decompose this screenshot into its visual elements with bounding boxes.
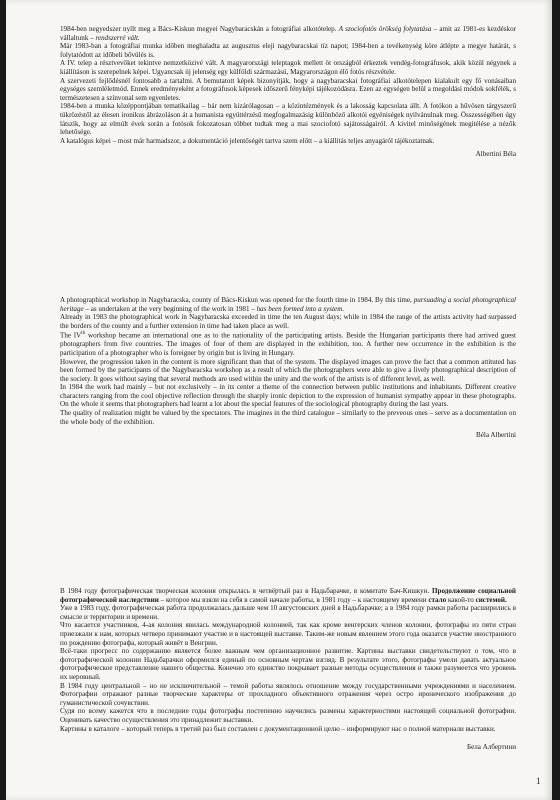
catalogue-page — [6, 0, 552, 800]
russian-paragraph — [60, 707, 516, 724]
english-paragraph — [60, 296, 516, 313]
english-text-run: pursuading a social photographical heritage — [60, 296, 516, 313]
russian-text-run: Уже в 1983 году, фотографическая работа продолжалась дальше чем 10 августовских дней в Надьбарачке; а в 1984 году рамки работы расширились в смысле и территории и времени. — [60, 604, 516, 621]
english-text-run: The IV — [60, 331, 82, 340]
hungarian-paragraphs — [60, 25, 516, 145]
russian-text-run: какой-то — [446, 595, 476, 604]
hungarian-text-run: A szociofotós örökség folytatása — [338, 25, 432, 33]
hungarian-paragraph — [60, 137, 516, 146]
english-paragraph — [60, 409, 516, 426]
russian-text-run: Что касается участников, 4-ая колония явилась международной колонией, так как кроме венгерских членов колонии, фотографы из пяти стран приезжали к нам, которых четверо принимают участие и в настоящей выставке. Таким-же новым явлением этого года оказатся участие иностранного по рождению фотографа, который живёт в Венгрии. — [60, 621, 516, 647]
russian-text-run: системой. — [475, 595, 507, 604]
hungarian-paragraph — [60, 25, 516, 42]
hungarian-text-run: – amit az 1981-es kezdéskor vállaltunk – — [60, 25, 516, 42]
hungarian-text-run: Már 1983-ban a fotográfiai munka időben meghaladta az augusztus eleji nagybaracskai tíz napot; 1984-ben a tevékenység köre átlépte a megye határát, s folytatódott az időbeli bővülés is. — [60, 42, 516, 59]
english-text-run: – as undertaken at the very beginning of the work in 1981 – — [83, 304, 257, 313]
english-paragraph — [60, 383, 516, 409]
hungarian-text-run: rendszerré vált. — [95, 33, 140, 42]
russian-paragraph — [60, 647, 516, 681]
page-number: 1 — [536, 776, 541, 786]
hungarian-paragraph — [60, 42, 516, 59]
english-paragraph — [60, 358, 516, 384]
english-text-run: A photographical workshop in Nagybaracska, county of Bács-Kiskun was opened for the fourth time in 1984. By this time, — [60, 296, 414, 304]
russian-text-run: Всё-таки прогресс по содержанию является более важным чем организационное развитие. Картины выставки свидетельствуют о том, что в фотографической колонии Надьбарачки оформился единый по основным чертам взгляд. В результате этого, фотографы умели давать актуальное фотографическое представление нашего общества. Конечно это единство покрывает разные методы осуществления и также разумеется что уровень их неровный. — [60, 647, 516, 681]
hungarian-text-run: 1984-ben a munka középpontjában tematikailag – bár nem kizárólagosan – a közintézmények és a lakosság kapcsolata állt. A fotókon a hűvösen tárgyszerű tükrözéstől az élesen ironikus ábrázoláson át a humanista együttérzésű megfogalmazásig különböző alkotói egyéniségek nyilvánulnak meg. Összességében úgy látszik, hogy az elmúlt évek során a fotósok fokozatosan többet tudtak meg a mai szociofotó sajátosságairól. A kivitel minőségének megítélése a nézők lehetősége. — [60, 102, 516, 137]
hungarian-text-run: A katalógus képei – most már harmadszor, a dokumentáció jelentőségét tartva szem előtt – a kiállítás teljes anyagáról tájékoztatnak. — [60, 136, 435, 145]
russian-text-run: Картины в каталоге – который теперь в третий раз был составлен с документационной целю – информируют нас о полной материали выставки. — [60, 724, 496, 733]
russian-text-run: В 1984 году фотографическая творческая колония открылась в четвёртый раз в Надьбарачке, в комитате Бач-Кишкун. — [60, 587, 432, 595]
english-text-run: workshop became an international one as to the nationality of the participating artists. Beside the Hungarian participants there had arrived guest photographers from five countries. The images of four of them are displayed in the exhibition, too. A further new occurrence in the exhibition is the participation of a photographer who is foreigner by origin but is living in Hungary. — [60, 331, 516, 357]
hungarian-paragraph — [60, 77, 516, 103]
russian-text-run: Судя по всему кажется что в последние годы фотографы постепенно научились размены характерностями настоящей социальной фотографии. Оценивать качество осуществления это принадлежит выставки. — [60, 707, 516, 724]
english-text-run: Already in 1983 the photographical work in Nagybaracska exceeded in time the ten August days; while in 1984 the range of the artists activity had surpassed the borders of the county and a further extension in time had taken place as well. — [60, 313, 516, 330]
russian-paragraph — [60, 587, 516, 604]
russian-text-run: В 1984 году центральной – но не исключительной – темой работы являлось отношение между государственными учреждениями и населением. Фотографии отражают разные творческие характеры от прохладного объективного отражения через остро иронического изображения до гуманистической сочувствии. — [60, 681, 516, 707]
english-text-run: has been formed into a system. — [256, 304, 345, 313]
english-paragraphs — [60, 296, 516, 426]
english-text-run: The quality of realization might be valued by the spectators. The imagines in the third catalogue – similarly to the preveous ones – serve as a documentation on the whole body of the exhibition. — [60, 409, 516, 426]
russian-text-run: – которое мы взяли на себя в самой начале работы, в 1981 году – к настоящему времени — [158, 595, 429, 604]
english-paragraph — [60, 330, 516, 357]
russian-text-run: стало — [428, 595, 447, 604]
hungarian-text-run: A IV. telep a résztvevőket tekintve nemzetközivé vált. A magyarországi teleptagok mellett öt országból érkeztek vendég-fotográfusok, akik közül négynek a kiállításon is szerepelnek képei. Ugyancsak új jelenség egy külföldi származású, Magyarországon élő fotós részvétele. — [60, 59, 516, 76]
hungarian-signature: Albertini Béla — [475, 150, 516, 159]
english-text-run: In 1984 the work had mainly – but not exclusively – in its center a theme of the connection between public institutions and inhabitants. Different creative characters ranging from the cool objective reflection through the sharply ironic depiction to the expression of humanist sympathy appear in these photographs. On the whole it seems that photographers had learnt a lot about the special features of the sociological photography during the last years. — [60, 383, 516, 409]
hungarian-text-run: 1984-ben negyedszer nyílt meg a Bács-Kiskun megyei Nagybaracskán a fotográfiai alkotótelep. — [60, 25, 339, 33]
hungarian-text-run: A szervezeti fejlődésnél fontosabb a tartalmi. A bemutatott képek bizonyítják, hogy a nagybaracskai fotográfiai alkotótelepen kialakult egy fő vonásaiban egységes szemléletmód. Ennek eredményeként a fotográfusok képesek időszerű fényképi tájékozódásra. Ezen az egységen belül a megoldási módok sokfélék, s természetesen a színvonal sem egyenletes. — [60, 76, 516, 102]
english-paragraph — [60, 313, 516, 330]
english-signature: Béla Albertini — [476, 431, 516, 440]
russian-paragraphs — [60, 587, 516, 733]
russian-text — [60, 587, 516, 752]
hungarian-text — [60, 25, 516, 159]
english-text-run: However, the progression taken in the content is more significant than that of the system. The displayed images can prove the fact that a common attituted has been formed by the participants of the Nagybaracska workshop as a result of which the photographers were able to give a lively photographical description of the society. It goes without saying that several methods are used within the unity and the work of the artists is of different level, as well. — [60, 357, 516, 383]
hungarian-paragraph — [60, 102, 516, 136]
russian-paragraph — [60, 604, 516, 621]
russian-signature: Бела Албертини — [467, 743, 516, 752]
russian-paragraph — [60, 682, 516, 708]
russian-paragraph — [60, 725, 516, 734]
russian-paragraph — [60, 621, 516, 647]
english-text — [60, 296, 516, 440]
russian-text-run: Продолжение социальной фотографической наследствии — [60, 587, 516, 604]
english-text-run: th — [81, 331, 86, 337]
hungarian-paragraph — [60, 59, 516, 76]
